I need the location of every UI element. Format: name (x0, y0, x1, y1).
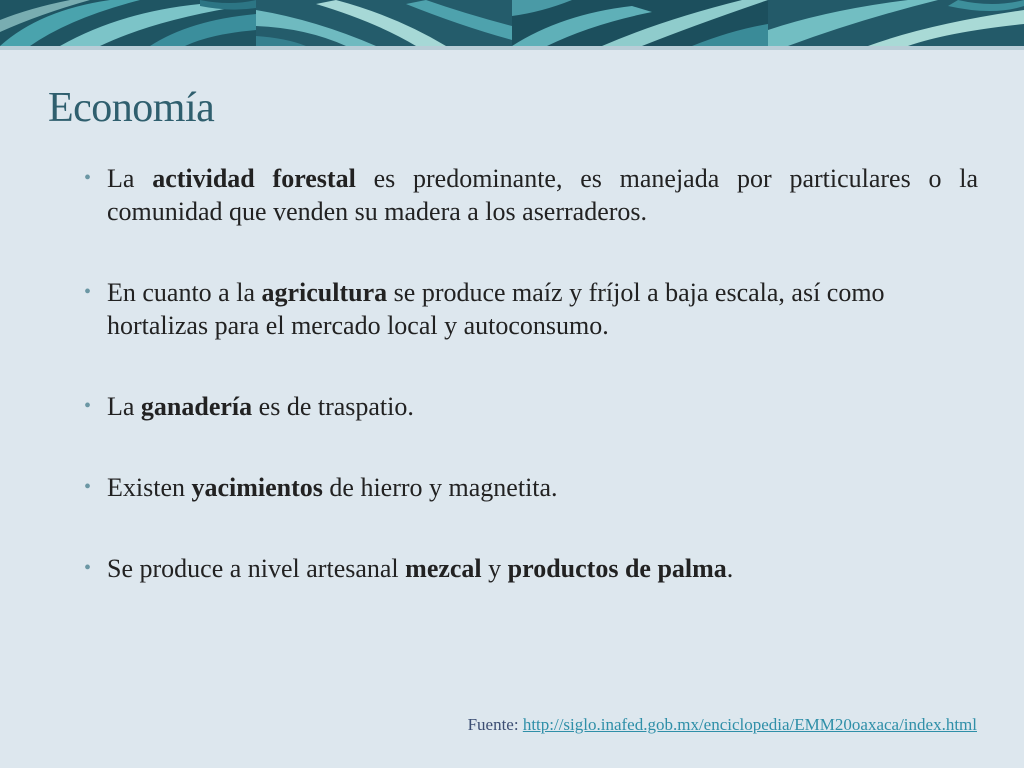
bullet-text: Se produce a nivel artesanal (107, 554, 406, 583)
bullet-text: y (481, 554, 508, 583)
bullet-text: . (726, 554, 734, 583)
bullet-text: La (107, 164, 153, 193)
bullet-crafts (84, 552, 978, 585)
bullet-text: de hierro y magnetita. (322, 473, 558, 502)
bullet-text: En cuanto a la (107, 278, 262, 307)
agave-banner-tile (0, 0, 256, 46)
bullet-forestry (84, 162, 978, 228)
bullet-text: es predominante, es manejada por particulares o la comunidad que venden su madera a los aserraderos. (107, 164, 979, 226)
bullet-keyword: mezcal (405, 554, 482, 583)
agave-banner-tile (768, 0, 1024, 46)
bullet-list (84, 162, 978, 633)
bullet-text: se produce maíz y fríjol a baja escala, así como hortalizas para el mercado local y autoconsumo. (107, 278, 885, 340)
agave-banner-tile (512, 0, 768, 46)
bullet-text: La (107, 392, 141, 421)
slide-title: Economía (48, 85, 215, 131)
bullet-deposits (84, 471, 978, 504)
source-link[interactable]: http://siglo.inafed.gob.mx/enciclopedia/EMM20oaxaca/index.html (522, 715, 977, 734)
bullet-text: es de traspatio. (252, 392, 414, 421)
bullet-agriculture (84, 276, 978, 342)
bullet-keyword: actividad forestal (152, 164, 356, 193)
agave-banner-image (0, 0, 1024, 50)
bullet-keyword: agricultura (261, 278, 388, 307)
bullet-keyword: yacimientos (191, 473, 323, 502)
bullet-text: Existen (107, 473, 192, 502)
source-label: Fuente: (467, 715, 523, 734)
bullet-livestock (84, 390, 978, 423)
agave-banner-tile (256, 0, 512, 46)
bullet-keyword: productos de palma (507, 554, 727, 583)
source-citation (468, 715, 977, 735)
bullet-keyword: ganadería (140, 392, 253, 421)
